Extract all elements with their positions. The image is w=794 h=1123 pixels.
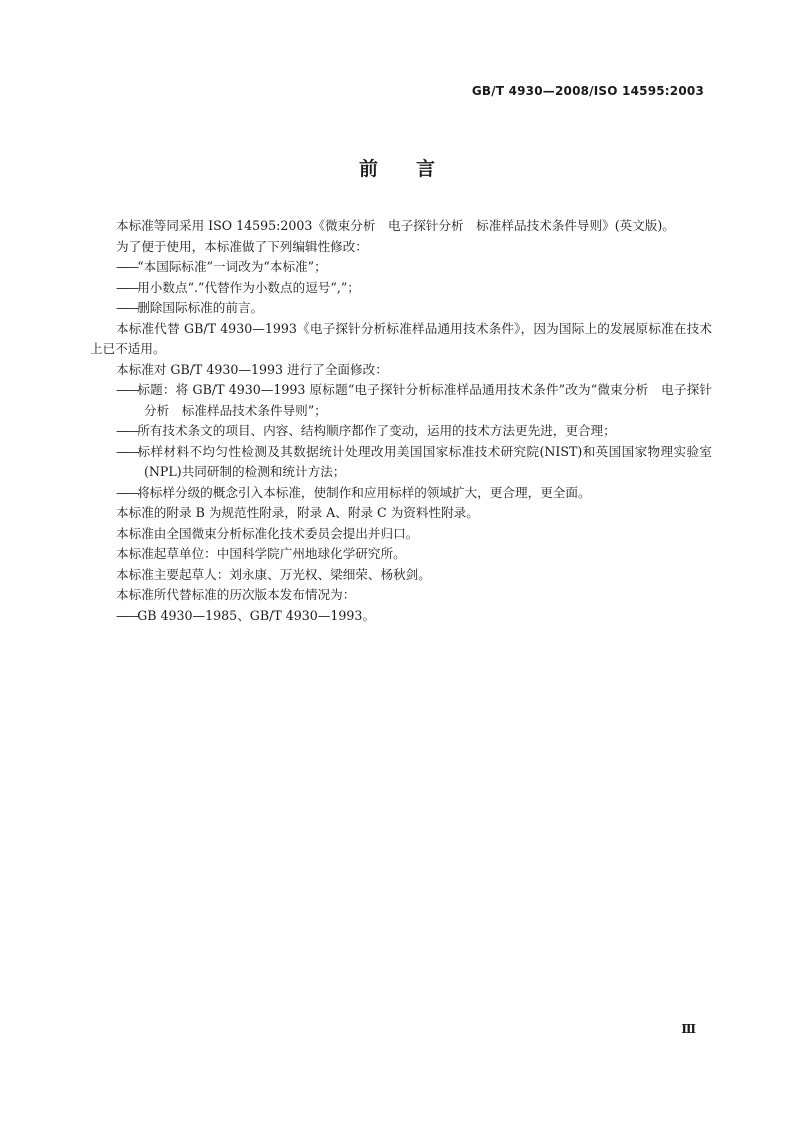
standard-code: GB/T 4930—2008/ISO 14595:2003 xyxy=(471,84,704,98)
paragraph: 本标准对 GB/T 4930—1993 进行了全面修改： xyxy=(116,361,388,377)
list-item: ——将标样分级的概念引入本标准，使制作和应用标样的领域扩大，更合理，更全面。 xyxy=(116,484,591,500)
paragraph: 本标准代替 GB/T 4930—1993《电子探针分析标准样品通用技术条件》，因为国际上的发展原标准在技术上已不适用。 xyxy=(90,320,712,356)
list-item: ——用小数点“.”代替作为小数点的逗号“,”； xyxy=(116,279,360,295)
page-title: 前言 xyxy=(358,158,473,180)
paragraph: 为了便于使用，本标准做了下列编辑性修改： xyxy=(116,238,368,254)
paragraph: 本标准起草单位：中国科学院广州地球化学研究所。 xyxy=(116,546,406,561)
paragraph: 本标准主要起草人：刘永康、万光权、梁细荣、杨秋剑。 xyxy=(116,566,431,582)
paragraph: 本标准的附录 B 为规范性附录，附录 A、附录 C 为资料性附录。 xyxy=(116,505,479,520)
list-item: ——标样材料不均匀性检测及其数据统计处理改用美国国家标准技术研究院(NIST)和英国国家物理实验室(NPL)共同研制的检测和统计方法； xyxy=(116,443,712,479)
list-item: ——标题：将 GB/T 4930—1993 原标题“电子探针分析标准样品通用技术条件”改为“微束分析 电子探针分析 标准样品技术条件导则”； xyxy=(116,382,712,418)
foreword-body xyxy=(90,216,712,626)
page-number: Ⅲ xyxy=(681,1022,696,1036)
paragraph: 本标准等同采用 ISO 14595:2003《微束分析 电子探针分析 标准样品技术条件导则》(英文版)。 xyxy=(116,218,675,233)
list-item: ——“本国际标准”一词改为“本标准”； xyxy=(116,259,327,274)
list-item: ——GB 4930—1985、GB/T 4930—1993。 xyxy=(116,607,376,623)
list-item: ——所有技术条文的项目、内容、结构顺序都作了变动，运用的技术方法更先进，更合理； xyxy=(116,423,616,438)
paragraph: 本标准所代替标准的历次版本发布情况为： xyxy=(116,587,356,602)
list-item: ——删除国际标准的前言。 xyxy=(116,300,264,315)
paragraph: 本标准由全国微束分析标准化技术委员会提出并归口。 xyxy=(116,525,419,541)
